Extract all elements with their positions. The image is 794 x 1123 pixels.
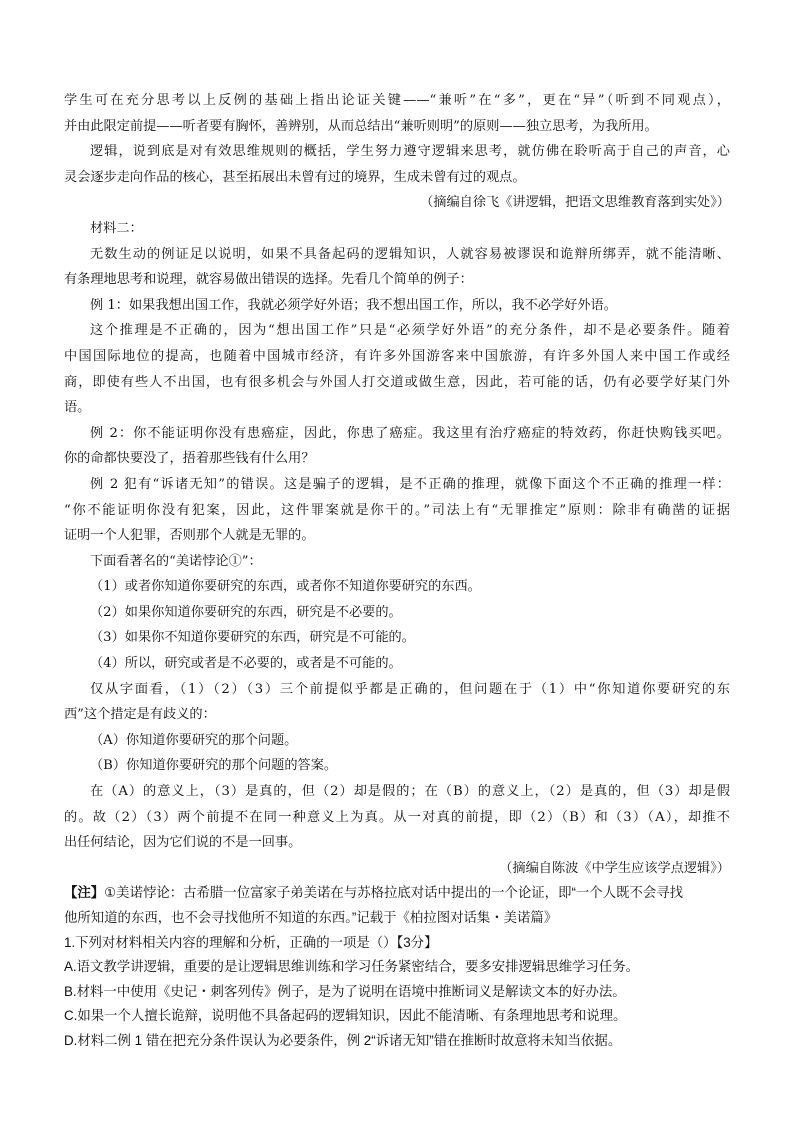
text-line: 这个推理是不正确的，因为“想出国工作”只是“必须学好外语”的充分条件，却不是必要条件。随着 xyxy=(90,323,730,339)
option-c: C.如果一个人擅长诡辩，说明他不具备起码的逻辑知识，因此不能清晰、有条理地思考和说理。 xyxy=(64,1008,627,1024)
source-citation: （摘编自陈波《中学生应该学点逻辑》） xyxy=(499,860,730,876)
text-line: 例 2 犯有“诉诸无知”的错误。这是骗子的逻辑，是不正确的推理，就像下面这个不正确的推理一样： xyxy=(90,476,730,492)
list-item: （4）所以，研究或者是不必要的，或者是不可能的。 xyxy=(90,656,402,672)
option-d: D.材料二例 1 错在把充分条件误认为必要条件，例 2“诉诸无知”错在推断时故意将未知当依据。 xyxy=(64,1032,622,1048)
example-line: 例 1：如果我想出国工作，我就必须学好外语；我不想出国工作，所以，我不必学好外语。 xyxy=(90,297,617,313)
list-item: （1）或者你知道你要研究的东西，或者你不知道你要研究的东西。 xyxy=(90,579,481,595)
text-line: 下面看著名的“美诺悖论①”： xyxy=(90,553,262,569)
text-line: 的。故（2）（3）两个前提不在同一种意义上为真。从一对真的前提，即（2）（B）和（3）（A），却推不 xyxy=(64,809,730,825)
section-heading: 材料二： xyxy=(90,220,143,236)
text-line: “你不能证明你没有犯案，因此，这件罪案就是你干的。”司法上有“无罪推定”原则：除非有确凿的证据 xyxy=(64,502,730,518)
list-item: （3）如果你不知道你要研究的东西，研究是不可能的。 xyxy=(90,630,415,646)
text-line: 学生可在充分思考以上反例的基础上指出论证关键——“兼听”在“多”，更在“异”（听到不同观点）， xyxy=(64,93,730,108)
text-line: 有条理地思考和说理，就容易做出错误的选择。先看几个简单的例子： xyxy=(64,272,473,288)
note-label: 【注】 xyxy=(64,885,105,901)
note-line: 他所知道的东西，也不会寻找他所不知道的东西。”记载于《柏拉图对话集・美诺篇》 xyxy=(64,910,558,925)
list-item: （2）如果你知道你要研究的东西，研究是不必要的。 xyxy=(90,604,402,620)
example-line: 例 2：你不能证明你没有患癌症，因此，你患了癌症。我这里有治疗癌症的特效药，你赶快购钱买吧。 xyxy=(90,425,730,441)
source-citation: （摘编自徐飞《讲逻辑，把语文思维教育落到实处》） xyxy=(420,195,730,211)
example-line: 你的命都快要没了，捂着那些钱有什么用？ xyxy=(64,451,315,467)
text-line: 西”这个措定是有歧义的： xyxy=(64,707,216,723)
text-line: 并由此限定前提——听者要有胸怀，善辨别，从而总结出“兼听则明”的原则——独立思考，为我所用。 xyxy=(64,118,658,134)
list-item: （B）你知道你要研究的那个问题的答案。 xyxy=(90,758,338,774)
note-line xyxy=(64,881,730,906)
text-line: 商，即使有些人不出国，也有很多机会与外国人打交道或做生意，因此，若可能的话，仍有必要学好某门外 xyxy=(64,374,730,390)
text-line: 逻辑，说到底是对有效思维规则的概括，学生努力遵守逻辑来思考，就仿佛在聆听高于自己的声音，心 xyxy=(90,144,730,160)
text-line: 语。 xyxy=(64,400,91,416)
text-line: 无数生动的例证足以说明，如果不具备起码的逻辑知识，人就容易被谬误和诡辩所绑弄，就不能清晰、 xyxy=(90,246,730,262)
question-stem: 1.下列对材料相关内容的理解和分析，正确的一项是（）【3分】 xyxy=(64,934,438,950)
text-line: 在（A）的意义上，（3）是真的，但（2）却是假的；在（B）的意义上，（2）是真的，但（3）却是假 xyxy=(90,784,730,800)
option-b: B.材料一中使用《史记・刺客列传》例子，是为了说明在语境中推断词义是解读文本的好办法。 xyxy=(64,983,626,999)
text-line: 仅从字面看，（1）（2）（3）三个前提似乎都是正确的，但问题在于（1）中“你知道你要研究的东 xyxy=(90,681,730,697)
option-a: A.语文教学讲逻辑，重要的是让逻辑思维训练和学习任务紧密结合，要多安排逻辑思维学习任务。 xyxy=(64,959,640,975)
text-line: 灵会逐步走向作品的核心，甚至拓展出未曾有过的境界，生成未曾有过的观点。 xyxy=(64,169,526,185)
text-line: 出任何结论，因为它们说的不是一回事。 xyxy=(64,835,302,851)
text-line: 证明一个人犯罪，否则那个人就是无罪的。 xyxy=(64,528,315,544)
note-text: ①美诺悖论：古希腊一位富家子弟美诺在与苏格拉底对话中提出的一个论证，即“一个人既不会寻找 xyxy=(104,885,684,901)
text-line: 中国国际地位的提高，也随着中国城市经济，有许多外国游客来中国旅游，有许多外国人来中国工作或经 xyxy=(64,348,730,364)
list-item: （A）你知道你要研究的那个问题。 xyxy=(90,732,298,748)
